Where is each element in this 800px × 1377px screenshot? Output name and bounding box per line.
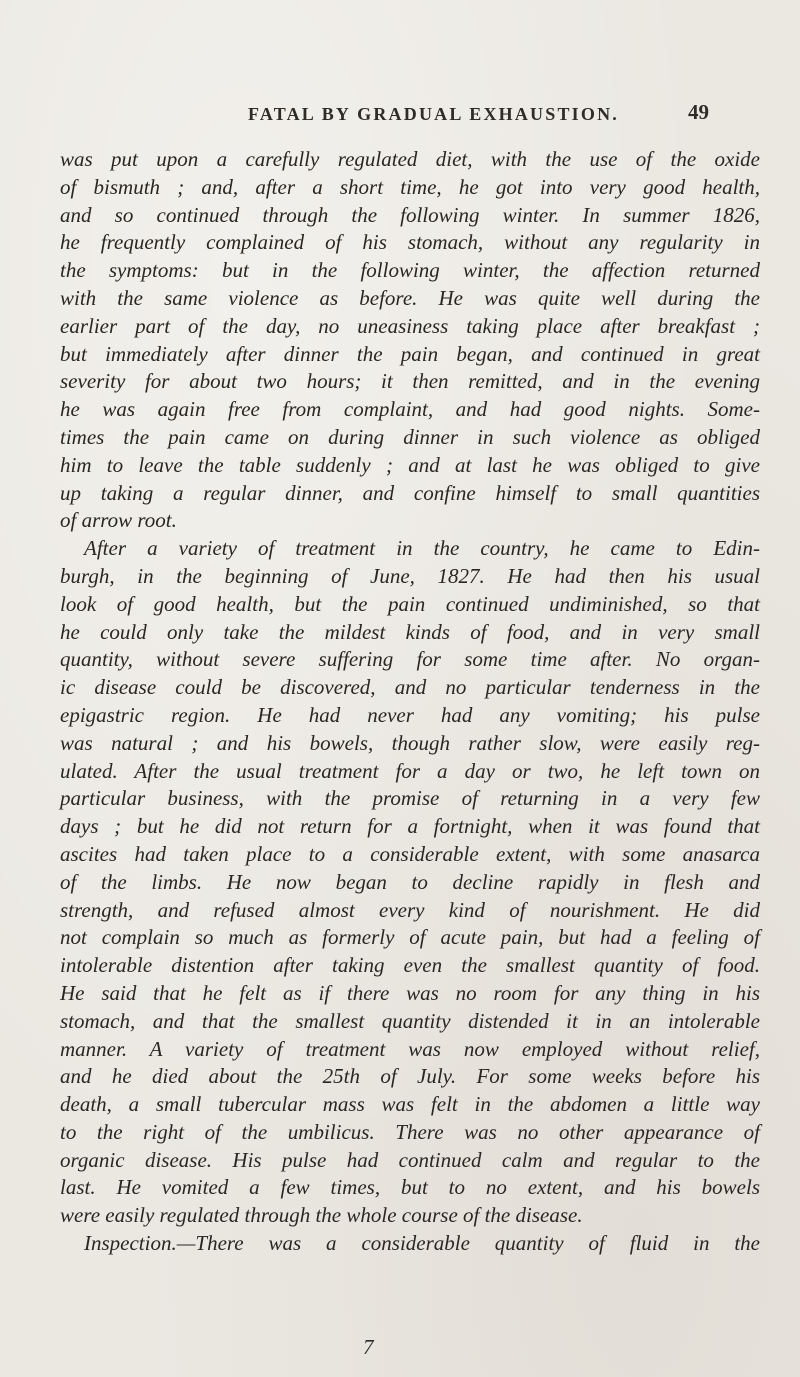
text-line: the symptoms: but in the following winter, the affection returned xyxy=(60,258,760,283)
text-line: strength, and refused almost every kind of nourishment. He did xyxy=(60,897,760,922)
text-line: quantity, without severe suffering for some time after. No organ- xyxy=(60,647,760,672)
text-line: to the right of the umbilicus. There was no other appearance of xyxy=(60,1119,760,1144)
text-line: ascites had taken place to a considerable extent, with some anasarca xyxy=(60,841,760,866)
paragraph-end-line: of arrow root. xyxy=(60,508,177,533)
running-title: FATAL BY GRADUAL EXHAUSTION. xyxy=(248,104,619,124)
text-line: particular business, with the promise of returning in a very few xyxy=(60,786,760,811)
text-line: stomach, and that the smallest quantity distended it in an intolerable xyxy=(60,1008,760,1033)
text-line: earlier part of the day, no uneasiness taking place after breakfast ; xyxy=(60,313,760,338)
text-line: was natural ; and his bowels, though rather slow, were easily reg- xyxy=(60,730,760,755)
text-line: and he died about the 25th of July. For some weeks before his xyxy=(60,1064,760,1089)
text-line: he frequently complained of his stomach, without any regularity in xyxy=(60,230,760,255)
text-line: was put upon a carefully regulated diet, with the use of the oxide xyxy=(60,147,760,171)
text-line: He said that he felt as if there was no room for any thing in his xyxy=(60,980,760,1005)
text-line: times the pain came on during dinner in such violence as obliged xyxy=(60,424,760,449)
text-line: he was again free from complaint, and had good nights. Some- xyxy=(60,397,760,422)
text-line: days ; but he did not return for a fortnight, when it was found that xyxy=(60,814,760,839)
running-head xyxy=(0,100,800,130)
paragraph-end-line: were easily regulated through the whole course of the disease. xyxy=(60,1203,583,1228)
text-line: severity for about two hours; it then remitted, and in the evening xyxy=(60,369,760,394)
page-number: 49 xyxy=(688,100,709,124)
text-line: organic disease. His pulse had continued calm and regular to the xyxy=(60,1147,760,1172)
paragraph-start-line: Inspection.—There was a considerable quantity of fluid in the xyxy=(84,1231,760,1256)
text-line: with the same violence as before. He was quite well during the xyxy=(60,285,760,310)
text-line: intolerable distention after taking even the smallest quantity of food. xyxy=(60,953,760,978)
text-line: epigastric region. He had never had any vomiting; his pulse xyxy=(60,702,760,727)
text-line: not complain so much as formerly of acute pain, but had a feeling of xyxy=(60,925,760,950)
text-line: he could only take the mildest kinds of food, and in very small xyxy=(60,619,760,644)
text-line: manner. A variety of treatment was now employed without relief, xyxy=(60,1036,760,1061)
text-line: burgh, in the beginning of June, 1827. He had then his usual xyxy=(60,563,760,588)
paragraph-start-line: After a variety of treatment in the country, he came to Edin- xyxy=(84,536,760,561)
body-text xyxy=(60,146,760,1258)
text-line: but immediately after dinner the pain began, and continued in great xyxy=(60,341,760,366)
text-line: look of good health, but the pain continued undiminished, so that xyxy=(60,591,760,616)
text-line: up taking a regular dinner, and confine himself to small quantities xyxy=(60,480,760,505)
text-line: death, a small tubercular mass was felt in the abdomen a little way xyxy=(60,1092,760,1117)
text-line: ic disease could be discovered, and no particular tenderness in the xyxy=(60,675,760,700)
text-line: of the limbs. He now began to decline rapidly in flesh and xyxy=(60,869,760,894)
text-line: and so continued through the following winter. In summer 1826, xyxy=(60,202,760,227)
text-line: ulated. After the usual treatment for a day or two, he left town on xyxy=(60,758,760,783)
text-line: last. He vomited a few times, but to no extent, and his bowels xyxy=(60,1175,760,1200)
text-line: him to leave the table suddenly ; and at last he was obliged to give xyxy=(60,452,760,477)
printer-signature-mark: 7 xyxy=(363,1335,374,1359)
text-line: of bismuth ; and, after a short time, he got into very good health, xyxy=(60,174,760,199)
